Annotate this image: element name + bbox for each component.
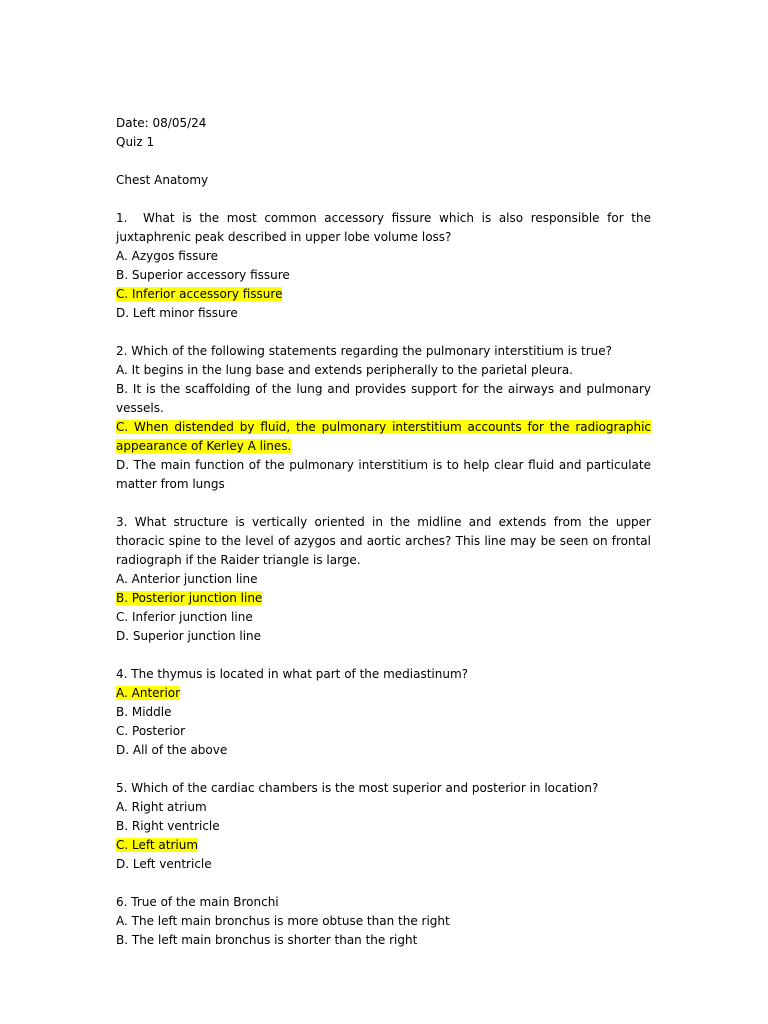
date-line: Date: 08/05/24 (116, 116, 207, 130)
blank-line (116, 323, 651, 342)
question-6-option-b: B. The left main bronchus is shorter than the right (116, 933, 418, 947)
question-5-text: 5. Which of the cardiac chambers is the most superior and posterior in location? (116, 781, 599, 795)
blank-line (116, 494, 651, 513)
blank-line (116, 152, 651, 171)
question-4-option-a (116, 684, 651, 703)
question-4-option-b: B. Middle (116, 705, 172, 719)
question-2-option-d: D. The main function of the pulmonary interstitium is to help clear fluid and particulate matter from lungs (116, 458, 651, 491)
answer-highlight: B. Posterior junction line (116, 591, 263, 605)
question-2-option-b: B. It is the scaffolding of the lung and provides support for the airways and pulmonary vessels. (116, 382, 651, 415)
document-body (116, 114, 651, 950)
question-3-option-b (116, 589, 651, 608)
question-1-option-d: D. Left minor fissure (116, 306, 238, 320)
question-3-option-c: C. Inferior junction line (116, 610, 253, 624)
answer-highlight: C. Inferior accessory fissure (116, 287, 283, 301)
question-3-option-a: A. Anterior junction line (116, 572, 258, 586)
question-2-text: 2. Which of the following statements regarding the pulmonary interstitium is true? (116, 344, 613, 358)
question-5-option-a: A. Right atrium (116, 800, 207, 814)
question-4-option-c: C. Posterior (116, 724, 186, 738)
question-1-number: 1. (116, 211, 128, 225)
question-1-option-a: A. Azygos fissure (116, 249, 218, 263)
question-1-text (116, 209, 651, 247)
question-4-text: 4. The thymus is located in what part of the mediastinum? (116, 667, 469, 681)
question-1-option-c (116, 285, 651, 304)
question-2-option-a: A. It begins in the lung base and extends peripherally to the parietal pleura. (116, 363, 573, 377)
answer-highlight: C. When distended by fluid, the pulmonary interstitium accounts for the radiographic appearance of Kerley A lines. (116, 420, 651, 453)
question-4-option-d: D. All of the above (116, 743, 228, 757)
topic-title: Chest Anatomy (116, 173, 209, 187)
answer-highlight: A. Anterior (116, 686, 181, 700)
question-3-text: 3. What structure is vertically oriented in the midline and extends from the upper thoracic spine to the level of azygos and aortic arches? This line may be seen on frontal radiograph if the Raider triangle is large. (116, 515, 651, 567)
blank-line (116, 190, 651, 209)
question-1-body: What is the most common accessory fissure which is also responsible for the juxtaphrenic peak described in upper lobe volume loss? (116, 211, 651, 244)
question-6-text: 6. True of the main Bronchi (116, 895, 279, 909)
question-3-option-d: D. Superior junction line (116, 629, 262, 643)
blank-line (116, 760, 651, 779)
question-1-option-b: B. Superior accessory fissure (116, 268, 290, 282)
question-5-option-c (116, 836, 651, 855)
quiz-title: Quiz 1 (116, 135, 155, 149)
question-5-option-d: D. Left ventricle (116, 857, 212, 871)
blank-line (116, 646, 651, 665)
blank-line (116, 874, 651, 893)
answer-highlight: C. Left atrium (116, 838, 199, 852)
question-6-option-a: A. The left main bronchus is more obtuse than the right (116, 914, 450, 928)
question-5-option-b: B. Right ventricle (116, 819, 220, 833)
question-2-option-c (116, 418, 651, 456)
